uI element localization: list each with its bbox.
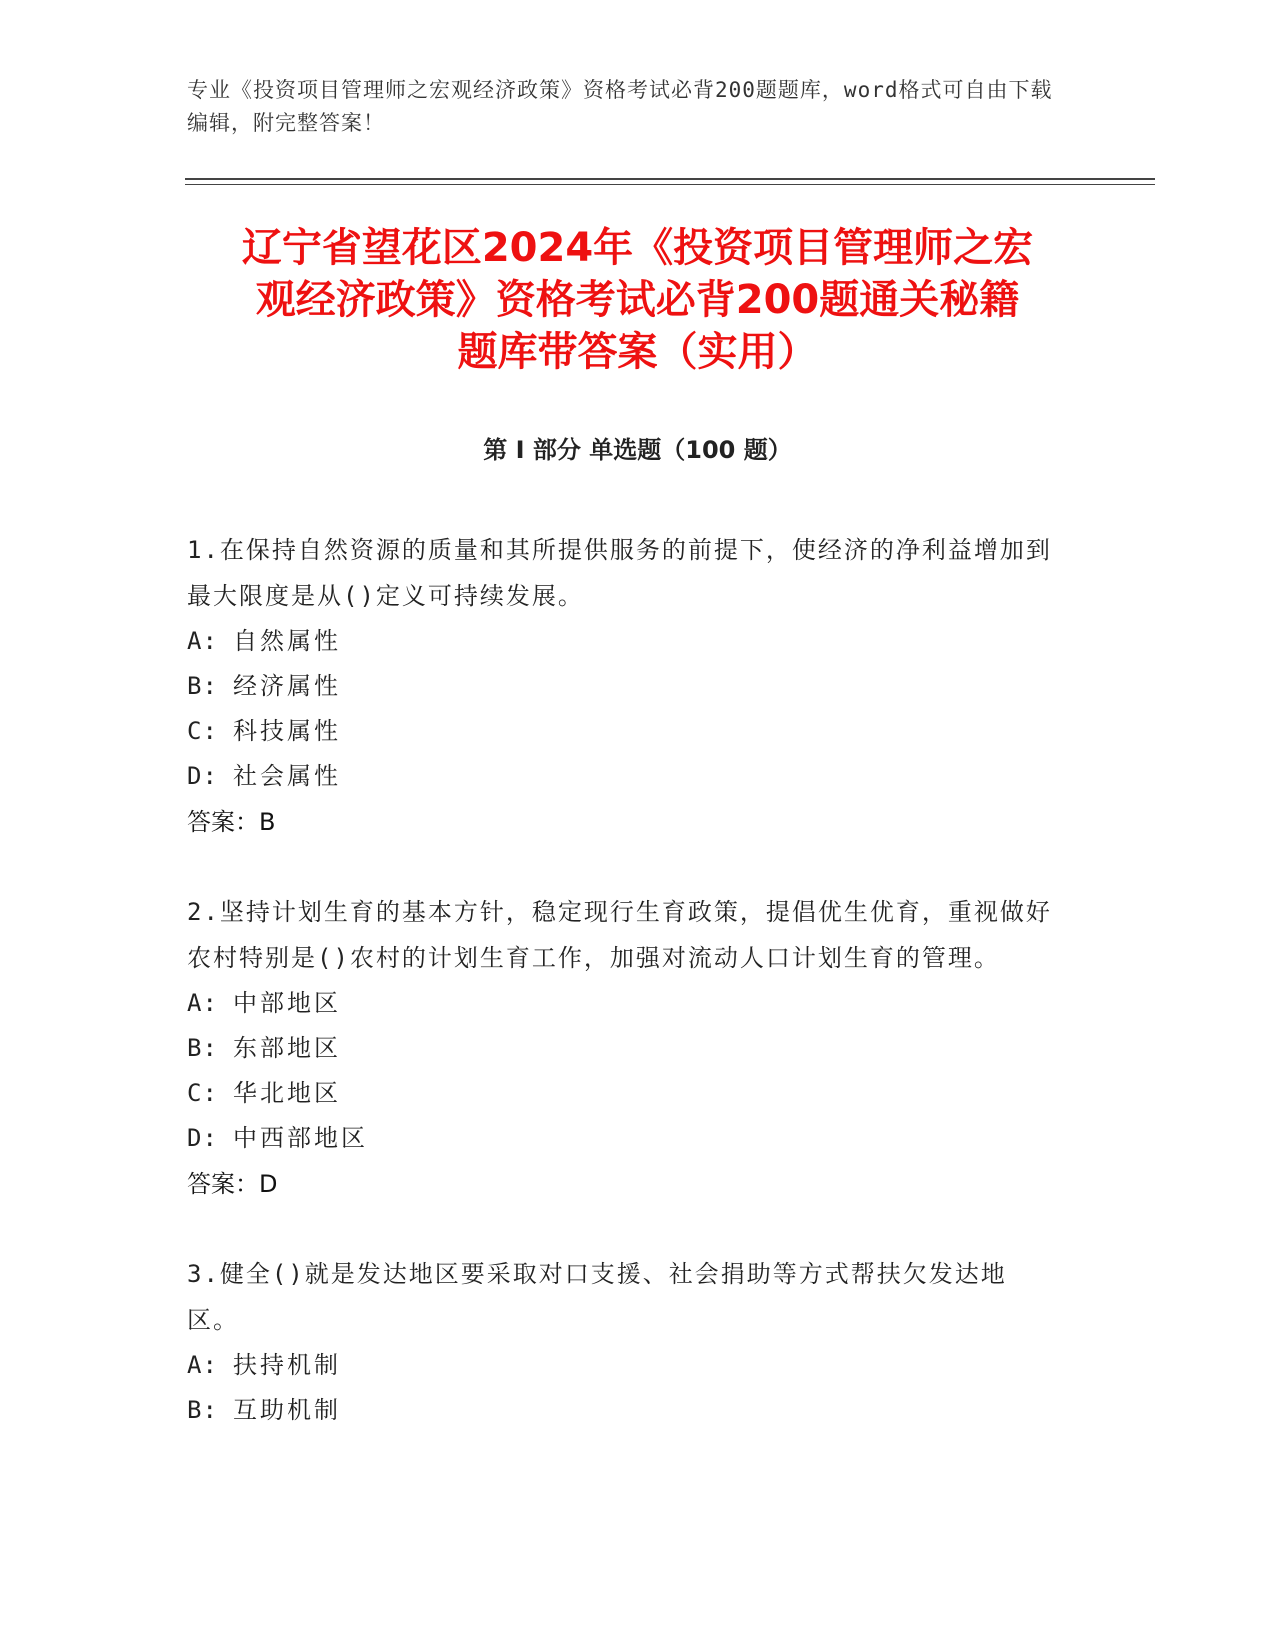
question-list [187,527,1057,1477]
question-stem: 2.坚持计划生育的基本方针，稳定现行生育政策，提倡优生优育，重视做好农村特别是()农村的计划生育工作，加强对流动人口计划生育的管理。 [187,898,1052,972]
option-d [187,1116,1057,1161]
option-text: 社会属性 [233,762,341,790]
option-a [187,619,1057,664]
option-a [187,981,1057,1026]
question-stem: 3.健全()就是发达地区要采取对口支援、社会捐助等方式帮扶欠发达地区。 [187,1260,1007,1334]
answer-line: 答案：D [187,1170,278,1198]
title-line-2: 观经济政策》资格考试必背200题通关秘籍 [255,277,1020,323]
title-line-1: 辽宁省望花区2024年《投资项目管理师之宏 [241,225,1034,271]
option-letter: C: [187,717,218,745]
option-letter: D: [187,762,218,790]
header-divider-thin [185,184,1155,185]
section-heading: 第 I 部分 单选题（100 题） [483,436,792,464]
option-text: 中部地区 [233,989,341,1017]
option-b [187,1388,1057,1433]
option-text: 华北地区 [233,1079,341,1107]
option-text: 中西部地区 [233,1124,368,1152]
option-letter: B: [187,1396,218,1424]
option-b [187,1026,1057,1071]
option-text: 经济属性 [233,672,341,700]
option-text: 东部地区 [233,1034,341,1062]
option-text: 科技属性 [233,717,341,745]
option-text: 互助机制 [233,1396,341,1424]
option-letter: D: [187,1124,218,1152]
option-d [187,754,1057,799]
option-letter: B: [187,1034,218,1062]
option-letter: A: [187,627,218,655]
option-a [187,1343,1057,1388]
option-c [187,1071,1057,1116]
document-title [150,222,1125,378]
title-line-3: 题库带答案（实用） [457,329,818,375]
option-text: 自然属性 [233,627,341,655]
option-letter: C: [187,1079,218,1107]
option-letter: B: [187,672,218,700]
option-letter: A: [187,989,218,1017]
question-1 [187,527,1057,845]
question-2 [187,889,1057,1207]
question-3 [187,1251,1057,1433]
option-c [187,709,1057,754]
option-b [187,664,1057,709]
header-divider-thick [185,178,1155,180]
question-stem: 1.在保持自然资源的质量和其所提供服务的前提下，使经济的净利益增加到最大限度是从()定义可持续发展。 [187,536,1052,610]
option-letter: A: [187,1351,218,1379]
option-text: 扶持机制 [233,1351,341,1379]
header-note: 专业《投资项目管理师之宏观经济政策》资格考试必背200题题库，word格式可自由下载编辑，附完整答案！ [187,78,1053,135]
answer-line: 答案：B [187,808,276,836]
